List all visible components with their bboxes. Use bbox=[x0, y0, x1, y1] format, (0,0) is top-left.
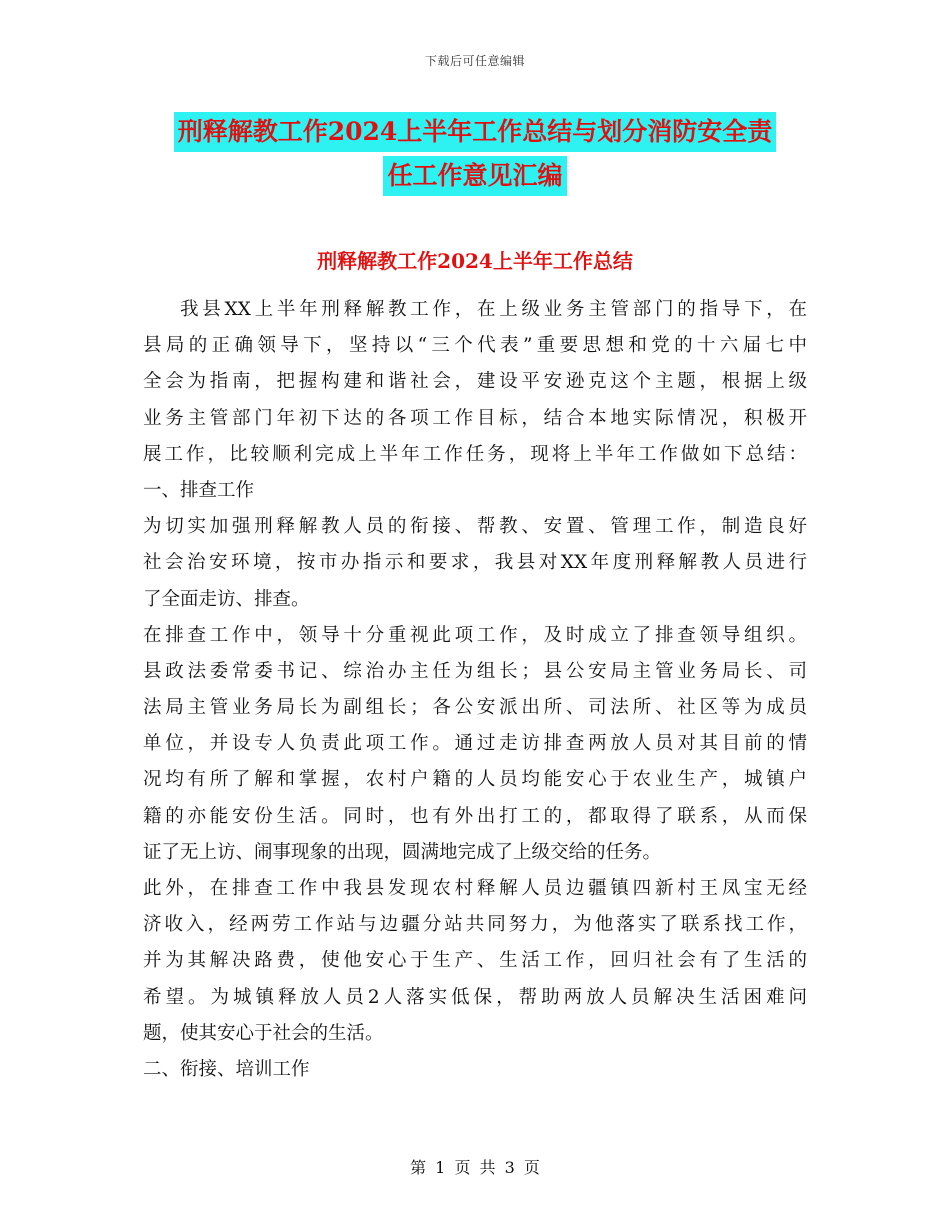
section-heading: 二、衔接、培训工作 bbox=[143, 1058, 310, 1080]
body-line: 展工作，比较顺利完成上半年工作任务，现将上半年工作做如下总结： bbox=[143, 443, 807, 465]
body-line: 县政法委常委书记、综治办主任为组长；县公安局主管业务局长、司 bbox=[143, 660, 807, 682]
body-line: 业务主管部门年初下达的各项工作目标，结合本地实际情况，积极开 bbox=[143, 407, 807, 429]
body-text bbox=[143, 292, 807, 1088]
body-line: 希望。为城镇释放人员2人落实低保，帮助两放人员解决生活困难问 bbox=[143, 986, 807, 1008]
body-line: 况均有所了解和掌握，农村户籍的人员均能安心于农业生产，城镇户 bbox=[143, 769, 807, 791]
body-line: 了全面走访、排查。 bbox=[143, 588, 310, 610]
page-number: 第 1 页 共 3 页 bbox=[410, 1158, 540, 1177]
section-heading: 一、排查工作 bbox=[143, 479, 255, 501]
title-line-2: 任工作意见汇编 bbox=[383, 156, 566, 196]
body-line: 证了无上访、闹事现象的出现，圆满地完成了上级交给的任务。 bbox=[143, 841, 662, 863]
title-line-1: 刑释解教工作2024上半年工作总结与划分消防安全责 bbox=[174, 112, 777, 152]
body-line: 社会治安环境，按市办指示和要求，我县对XX年度刑释解教人员进行 bbox=[143, 552, 807, 574]
section-title: 刑释解教工作2024上半年工作总结 bbox=[317, 249, 633, 273]
body-line: 题，使其安心于社会的生活。 bbox=[143, 1022, 384, 1044]
body-line: 此外，在排查工作中我县发现农村释解人员边疆镇四新村王凤宝无经 bbox=[143, 878, 807, 899]
body-line: 在排查工作中，领导十分重视此项工作，及时成立了排查领导组织。 bbox=[143, 624, 807, 646]
body-line: 法局主管业务局长为副组长；各公安派出所、司法所、社区等为成员 bbox=[143, 697, 807, 719]
body-line: 全会为指南，把握构建和谐社会，建设平安逊克这个主题，根据上级 bbox=[143, 371, 807, 393]
body-line: 我县XX上半年刑释解教工作，在上级业务主管部门的指导下，在 bbox=[180, 299, 807, 320]
body-line: 单位，并设专人负责此项工作。通过走访排查两放人员对其目前的情 bbox=[143, 733, 807, 755]
body-line: 为切实加强刑释解教人员的衔接、帮教、安置、管理工作，制造良好 bbox=[143, 516, 807, 538]
document-title bbox=[120, 110, 830, 198]
body-line: 济收入，经两劳工作站与边疆分站共同努力，为他落实了联系找工作， bbox=[143, 914, 807, 936]
body-line: 籍的亦能安份生活。同时，也有外出打工的，都取得了联系，从而保 bbox=[143, 805, 807, 827]
header-note: 下载后可任意编辑 bbox=[424, 54, 525, 68]
body-line: 县局的正确领导下，坚持以“三个代表”重要思想和党的十六届七中 bbox=[143, 335, 807, 357]
body-line: 并为其解决路费，使他安心于生产、生活工作，回归社会有了生活的 bbox=[143, 950, 807, 972]
